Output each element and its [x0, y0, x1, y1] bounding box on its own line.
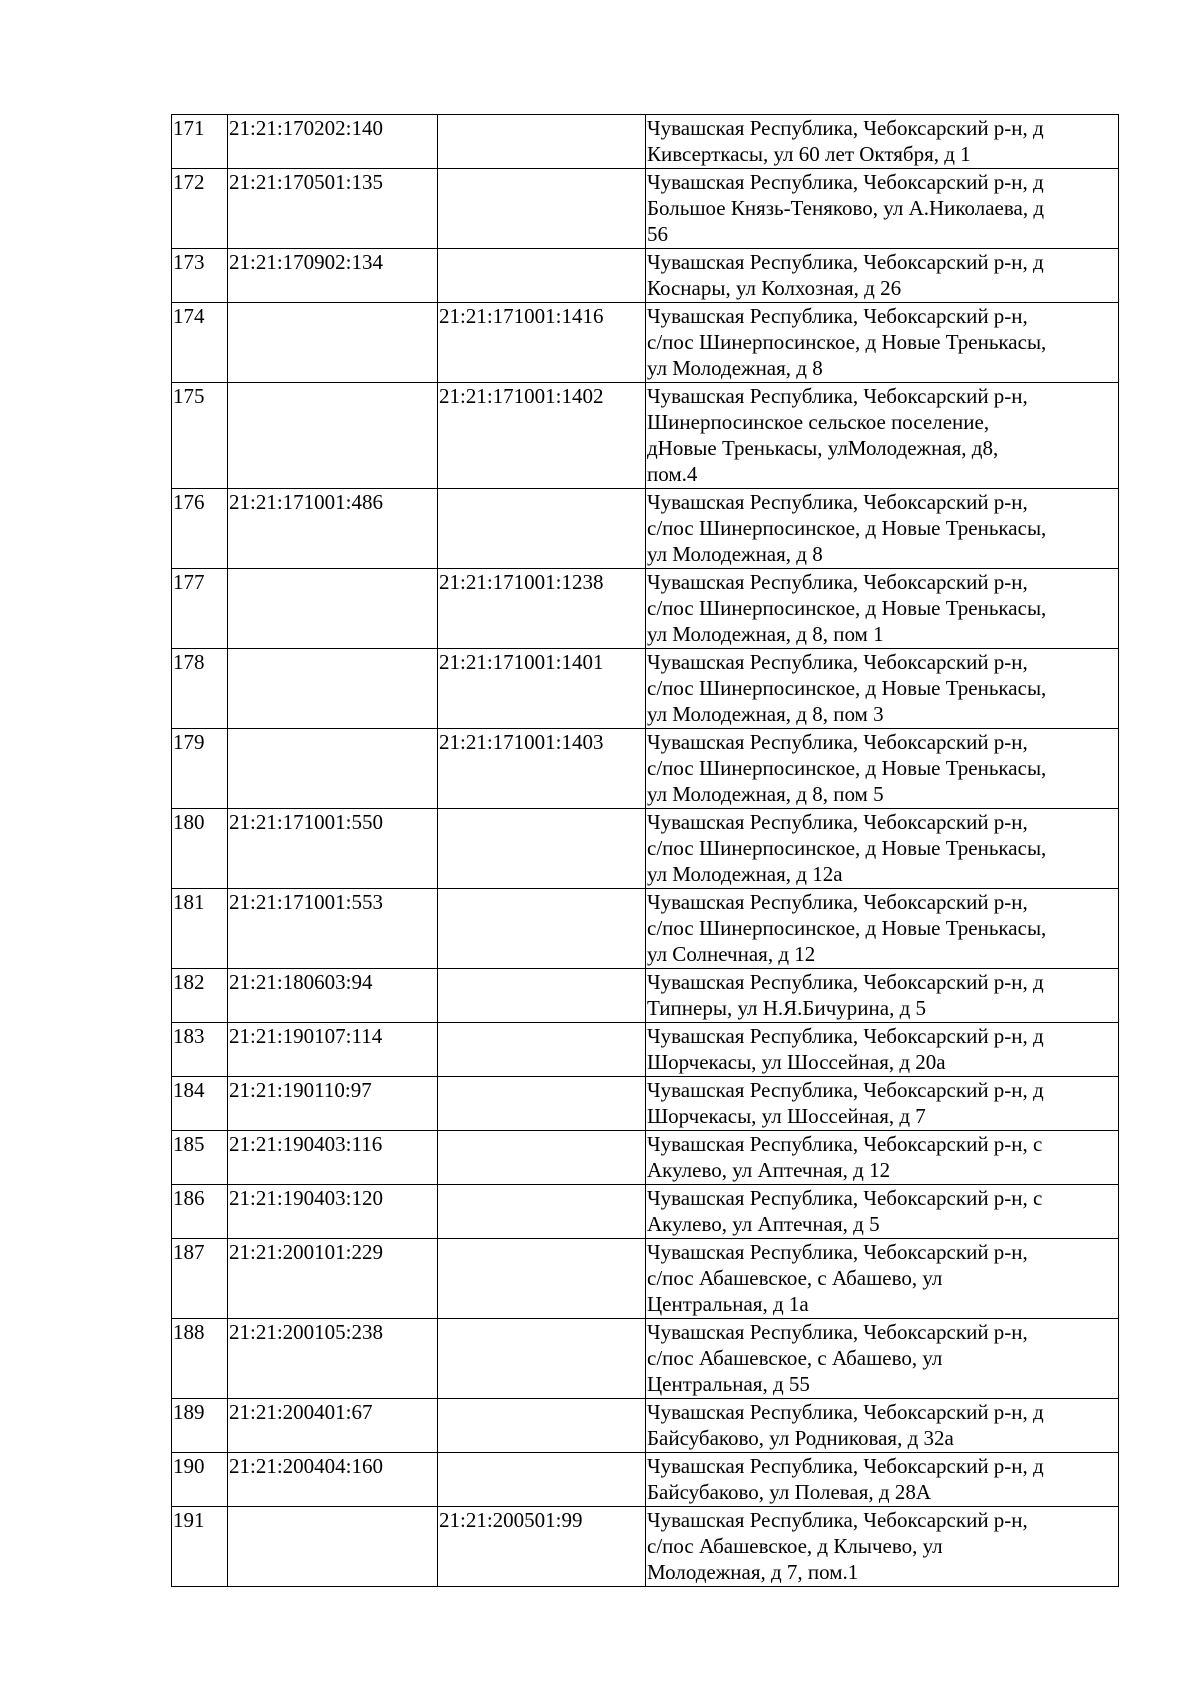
building-cadastral-number-cell: [438, 1239, 646, 1319]
table-row: [172, 115, 1119, 169]
table-row: [172, 889, 1119, 969]
address-cell: Чувашская Республика, Чебоксарский р-н, с/пос Шинерпосинское, д Новые Тренькасы, ул Молодежная, д 8: [646, 303, 1119, 383]
table-row: [172, 383, 1119, 489]
table-row: [172, 1319, 1119, 1399]
building-cadastral-number-cell: 21:21:171001:1402: [438, 383, 646, 489]
table-row: [172, 809, 1119, 889]
land-parcel-cadastral-number-cell: [228, 1507, 438, 1587]
land-parcel-cadastral-number-cell: 21:21:170202:140: [228, 115, 438, 169]
row-number-cell: 190: [172, 1453, 228, 1507]
address-cell: Чувашская Республика, Чебоксарский р-н, д Байсубаково, ул Полевая, д 28А: [646, 1453, 1119, 1507]
row-number-cell: 191: [172, 1507, 228, 1587]
land-parcel-cadastral-number-cell: 21:21:171001:550: [228, 809, 438, 889]
land-parcel-cadastral-number-cell: [228, 729, 438, 809]
address-cell: Чувашская Республика, Чебоксарский р-н, с/пос Шинерпосинское, д Новые Тренькасы, ул Солнечная, д 12: [646, 889, 1119, 969]
property-registry-table: [171, 114, 1119, 1587]
row-number-cell: 185: [172, 1131, 228, 1185]
table-row: [172, 969, 1119, 1023]
address-cell: Чувашская Республика, Чебоксарский р-н, с/пос Абашевское, д Клычево, ул Молодежная, д 7, пом.1: [646, 1507, 1119, 1587]
address-cell: Чувашская Республика, Чебоксарский р-н, д Кивсерткасы, ул 60 лет Октября, д 1: [646, 115, 1119, 169]
land-parcel-cadastral-number-cell: [228, 383, 438, 489]
address-cell: Чувашская Республика, Чебоксарский р-н, д Байсубаково, ул Родниковая, д 32а: [646, 1399, 1119, 1453]
row-number-cell: 182: [172, 969, 228, 1023]
address-cell: Чувашская Республика, Чебоксарский р-н, д Большое Князь-Теняково, ул А.Николаева, д 56: [646, 169, 1119, 249]
land-parcel-cadastral-number-cell: 21:21:170902:134: [228, 249, 438, 303]
row-number-cell: 188: [172, 1319, 228, 1399]
address-cell: Чувашская Республика, Чебоксарский р-н, д Шорчекасы, ул Шоссейная, д 20а: [646, 1023, 1119, 1077]
land-parcel-cadastral-number-cell: [228, 569, 438, 649]
table-row: [172, 729, 1119, 809]
building-cadastral-number-cell: 21:21:200501:99: [438, 1507, 646, 1587]
address-cell: Чувашская Республика, Чебоксарский р-н, с/пос Шинерпосинское, д Новые Тренькасы, ул Молодежная, д 8, пом 5: [646, 729, 1119, 809]
land-parcel-cadastral-number-cell: 21:21:171001:486: [228, 489, 438, 569]
table-row: [172, 1131, 1119, 1185]
building-cadastral-number-cell: [438, 969, 646, 1023]
row-number-cell: 179: [172, 729, 228, 809]
address-cell: Чувашская Республика, Чебоксарский р-н, с/пос Шинерпосинское, д Новые Тренькасы, ул Молодежная, д 8, пом 3: [646, 649, 1119, 729]
building-cadastral-number-cell: [438, 1131, 646, 1185]
building-cadastral-number-cell: [438, 1453, 646, 1507]
building-cadastral-number-cell: [438, 1319, 646, 1399]
address-cell: Чувашская Республика, Чебоксарский р-н, с/пос Шинерпосинское, д Новые Тренькасы, ул Молодежная, д 8: [646, 489, 1119, 569]
address-cell: Чувашская Республика, Чебоксарский р-н, с/пос Абашевское, с Абашево, ул Центральная, д 1а: [646, 1239, 1119, 1319]
row-number-cell: 181: [172, 889, 228, 969]
building-cadastral-number-cell: 21:21:171001:1238: [438, 569, 646, 649]
row-number-cell: 189: [172, 1399, 228, 1453]
row-number-cell: 176: [172, 489, 228, 569]
address-cell: Чувашская Республика, Чебоксарский р-н, с Акулево, ул Аптечная, д 12: [646, 1131, 1119, 1185]
row-number-cell: 175: [172, 383, 228, 489]
address-cell: Чувашская Республика, Чебоксарский р-н, д Шорчекасы, ул Шоссейная, д 7: [646, 1077, 1119, 1131]
address-cell: Чувашская Республика, Чебоксарский р-н, с/пос Абашевское, с Абашево, ул Центральная, д 55: [646, 1319, 1119, 1399]
registry-table-body: [172, 115, 1119, 1587]
table-row: [172, 1239, 1119, 1319]
row-number-cell: 187: [172, 1239, 228, 1319]
address-cell: Чувашская Республика, Чебоксарский р-н, с/пос Шинерпосинское, д Новые Тренькасы, ул Молодежная, д 12а: [646, 809, 1119, 889]
building-cadastral-number-cell: [438, 1399, 646, 1453]
row-number-cell: 173: [172, 249, 228, 303]
building-cadastral-number-cell: 21:21:171001:1401: [438, 649, 646, 729]
building-cadastral-number-cell: [438, 489, 646, 569]
row-number-cell: 180: [172, 809, 228, 889]
table-row: [172, 249, 1119, 303]
row-number-cell: 184: [172, 1077, 228, 1131]
address-cell: Чувашская Республика, Чебоксарский р-н, с/пос Шинерпосинское, д Новые Тренькасы, ул Молодежная, д 8, пом 1: [646, 569, 1119, 649]
land-parcel-cadastral-number-cell: [228, 303, 438, 383]
building-cadastral-number-cell: [438, 889, 646, 969]
land-parcel-cadastral-number-cell: 21:21:200101:229: [228, 1239, 438, 1319]
land-parcel-cadastral-number-cell: 21:21:190403:116: [228, 1131, 438, 1185]
land-parcel-cadastral-number-cell: 21:21:190110:97: [228, 1077, 438, 1131]
table-row: [172, 489, 1119, 569]
building-cadastral-number-cell: [438, 169, 646, 249]
land-parcel-cadastral-number-cell: 21:21:200105:238: [228, 1319, 438, 1399]
table-row: [172, 1077, 1119, 1131]
table-row: [172, 1453, 1119, 1507]
building-cadastral-number-cell: 21:21:171001:1403: [438, 729, 646, 809]
land-parcel-cadastral-number-cell: 21:21:190107:114: [228, 1023, 438, 1077]
address-cell: Чувашская Республика, Чебоксарский р-н, Шинерпосинское сельское поселение, дНовые Тренькасы, улМолодежная, д8, пом.4: [646, 383, 1119, 489]
row-number-cell: 171: [172, 115, 228, 169]
table-row: [172, 303, 1119, 383]
table-row: [172, 1399, 1119, 1453]
land-parcel-cadastral-number-cell: 21:21:171001:553: [228, 889, 438, 969]
land-parcel-cadastral-number-cell: 21:21:200401:67: [228, 1399, 438, 1453]
table-row: [172, 649, 1119, 729]
building-cadastral-number-cell: [438, 115, 646, 169]
building-cadastral-number-cell: [438, 809, 646, 889]
building-cadastral-number-cell: [438, 1077, 646, 1131]
land-parcel-cadastral-number-cell: 21:21:190403:120: [228, 1185, 438, 1239]
row-number-cell: 178: [172, 649, 228, 729]
row-number-cell: 172: [172, 169, 228, 249]
building-cadastral-number-cell: 21:21:171001:1416: [438, 303, 646, 383]
address-cell: Чувашская Республика, Чебоксарский р-н, д Коснары, ул Колхозная, д 26: [646, 249, 1119, 303]
row-number-cell: 186: [172, 1185, 228, 1239]
row-number-cell: 183: [172, 1023, 228, 1077]
table-row: [172, 1507, 1119, 1587]
table-row: [172, 1185, 1119, 1239]
building-cadastral-number-cell: [438, 1023, 646, 1077]
land-parcel-cadastral-number-cell: 21:21:180603:94: [228, 969, 438, 1023]
land-parcel-cadastral-number-cell: [228, 649, 438, 729]
land-parcel-cadastral-number-cell: 21:21:200404:160: [228, 1453, 438, 1507]
address-cell: Чувашская Республика, Чебоксарский р-н, д Типнеры, ул Н.Я.Бичурина, д 5: [646, 969, 1119, 1023]
land-parcel-cadastral-number-cell: 21:21:170501:135: [228, 169, 438, 249]
building-cadastral-number-cell: [438, 249, 646, 303]
row-number-cell: 174: [172, 303, 228, 383]
table-row: [172, 1023, 1119, 1077]
row-number-cell: 177: [172, 569, 228, 649]
building-cadastral-number-cell: [438, 1185, 646, 1239]
table-row: [172, 569, 1119, 649]
address-cell: Чувашская Республика, Чебоксарский р-н, с Акулево, ул Аптечная, д 5: [646, 1185, 1119, 1239]
table-row: [172, 169, 1119, 249]
